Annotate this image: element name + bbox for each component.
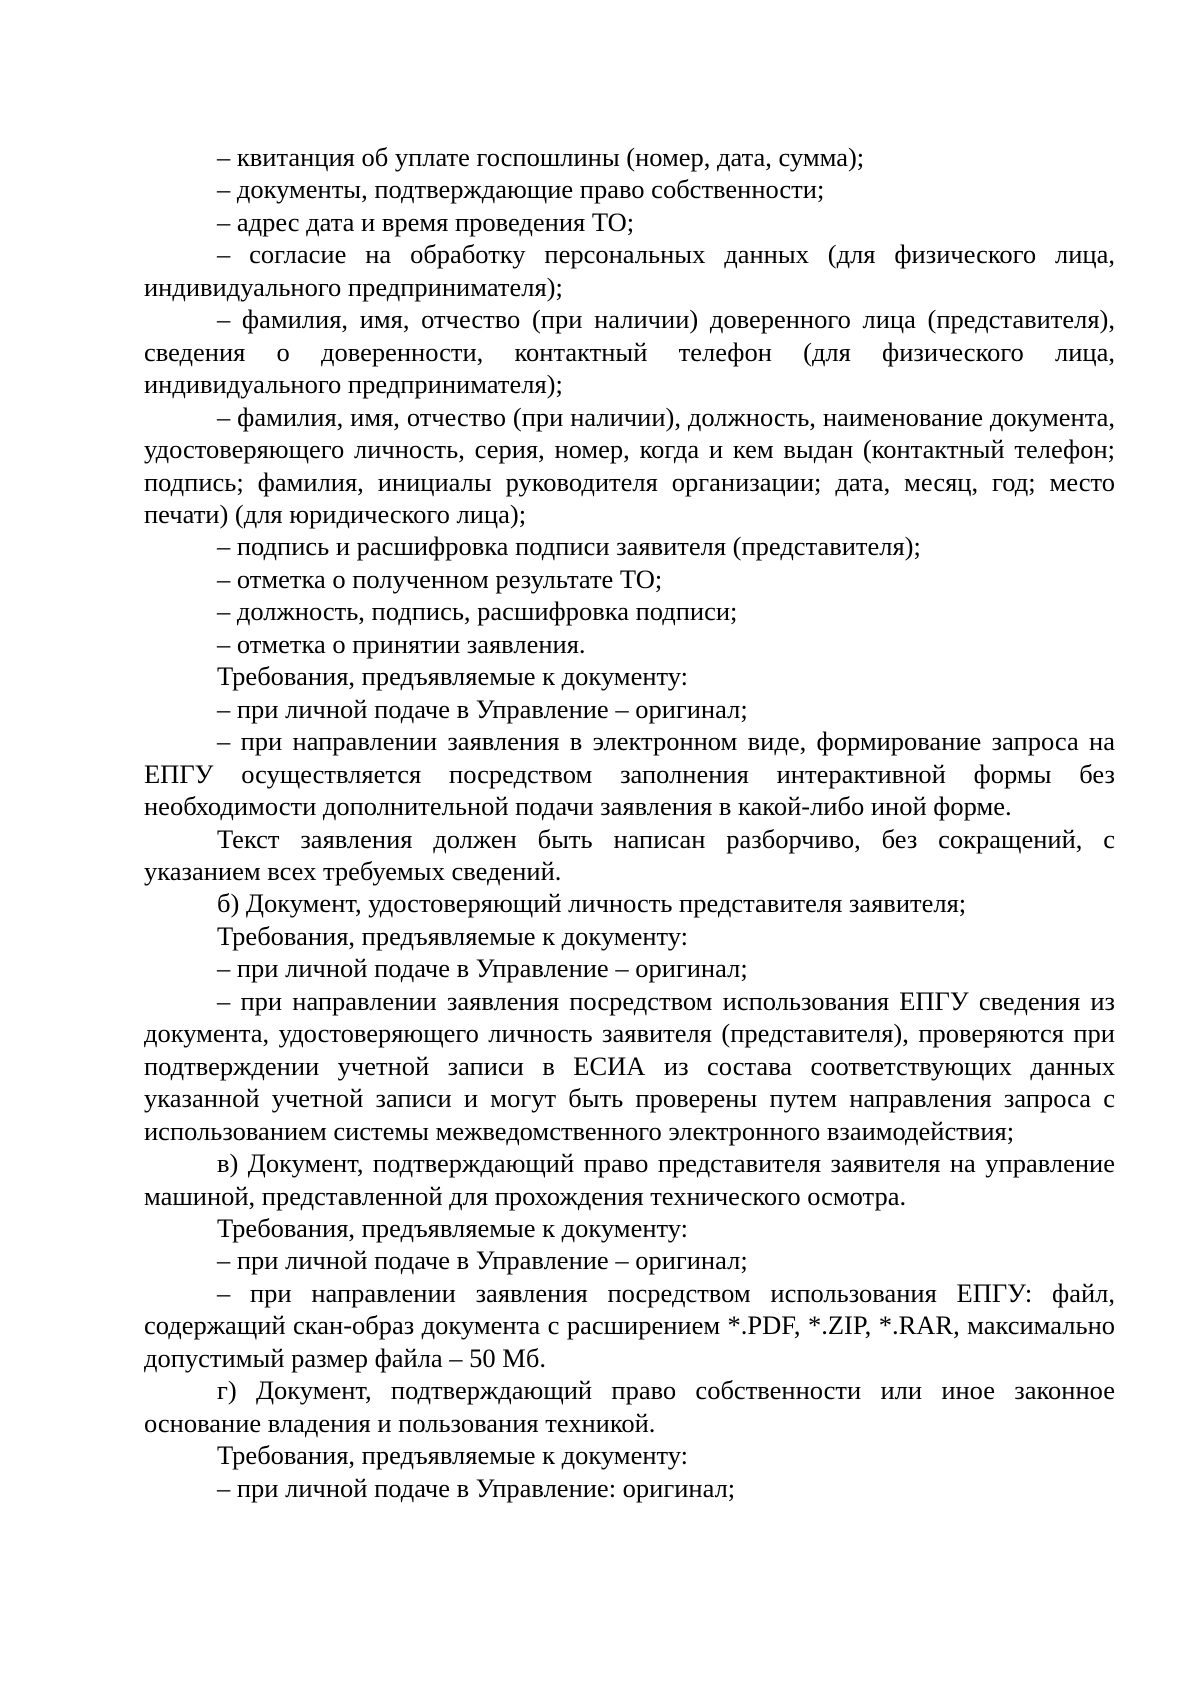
paragraph: Текст заявления должен быть написан разборчиво, без сокращений, с указанием всех требуемых сведений. <box>144 823 1115 886</box>
paragraph: – при личной подаче в Управление: оригинал; <box>217 1472 736 1503</box>
document-page <box>144 141 1115 1504</box>
paragraph: г) Документ, подтверждающий право собственности или иное законное основание владения и пользования техникой. <box>144 1375 1115 1438</box>
paragraph: Требования, предъявляемые к документу: <box>217 1212 689 1243</box>
paragraph: – адрес дата и время проведения ТО; <box>217 206 635 237</box>
paragraph: – при направлении заявления посредством использования ЕПГУ: файл, содержащий скан-образ документа с расширением *.PDF, *.ZIP, *.RAR, максимально допустимый размер файла – 50 Мб. <box>144 1277 1115 1373</box>
paragraph: – квитанция об уплате госпошлины (номер, дата, сумма); <box>217 142 865 172</box>
paragraph: б) Документ, удостоверяющий личность представителя заявителя; <box>217 888 967 919</box>
paragraph: – отметка о принятии заявления. <box>217 628 586 659</box>
paragraph: – отметка о полученном результате ТО; <box>217 563 663 594</box>
paragraph: – при личной подаче в Управление – оригинал; <box>217 953 748 984</box>
paragraph: – при личной подаче в Управление – оригинал; <box>217 1245 748 1276</box>
paragraph: – фамилия, имя, отчество (при наличии) доверенного лица (представителя), сведения о доверенности, контактный телефон (для физического лица, индивидуального предпринимателя); <box>144 304 1115 400</box>
paragraph: – при направлении заявления посредством использования ЕПГУ сведения из документа, удостоверяющего личность заявителя (представителя), проверяются при подтверждении учетной записи в ЕСИА из состава соответствующих данных указанной учетной записи и могут быть проверены путем направления запроса с использованием системы межведомственного электронного взаимодействия; <box>144 985 1115 1146</box>
paragraph: – документы, подтверждающие право собственности; <box>217 174 825 205</box>
paragraph: Требования, предъявляемые к документу: <box>217 1440 689 1471</box>
paragraph: – согласие на обработку персональных данных (для физического лица, индивидуального предпринимателя); <box>144 239 1115 302</box>
paragraph: – при личной подаче в Управление – оригинал; <box>217 693 748 724</box>
paragraph: Требования, предъявляемые к документу: <box>217 920 689 951</box>
paragraph: в) Документ, подтверждающий право представителя заявителя на управление машиной, представленной для прохождения технического осмотра. <box>144 1148 1115 1211</box>
paragraph: – подпись и расшифровка подписи заявителя (представителя); <box>217 531 921 562</box>
paragraph: – должность, подпись, расшифровка подписи; <box>217 596 738 627</box>
paragraph: – при направлении заявления в электронном виде, формирование запроса на ЕПГУ осуществляется посредством заполнения интерактивной формы без необходимости дополнительной подачи заявления в какой-либо иной форме. <box>144 726 1115 822</box>
paragraph: – фамилия, имя, отчество (при наличии), должность, наименование документа, удостоверяющего личность, серия, номер, когда и кем выдан (контактный телефон; подпись; фамилия, инициалы руководителя организации; дата, месяц, год; место печати) (для юридического лица); <box>144 401 1115 529</box>
paragraph: Требования, предъявляемые к документу: <box>217 661 689 692</box>
